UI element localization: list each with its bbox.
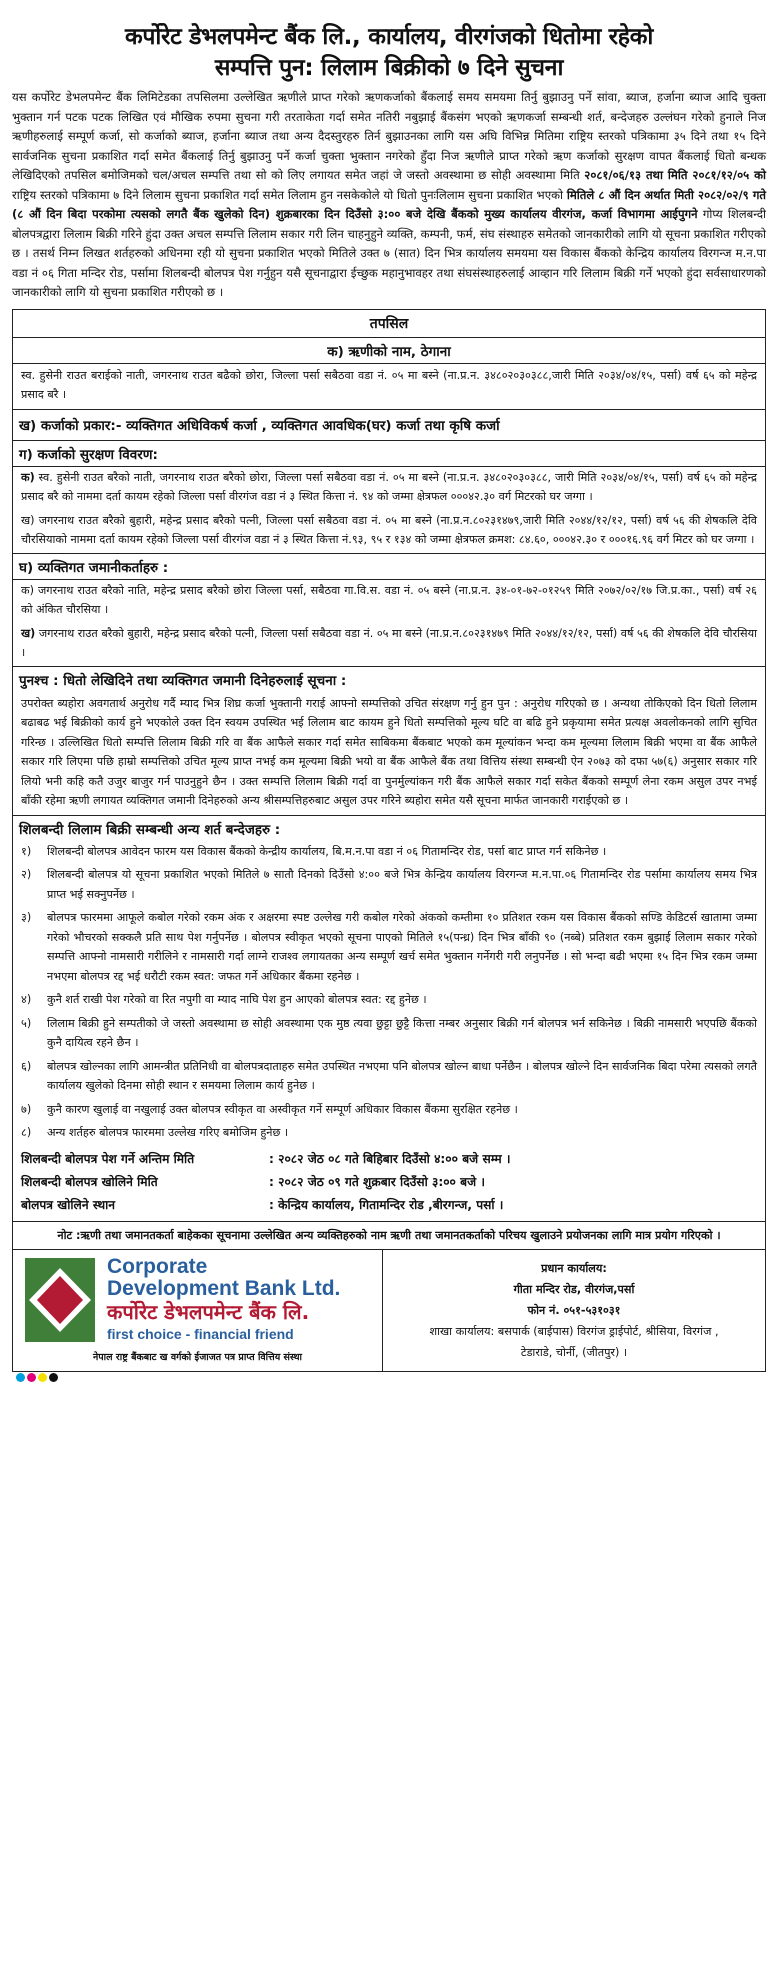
notice-title xyxy=(12,22,766,84)
deadline-row-opening-date xyxy=(21,1171,757,1194)
yellow-dot-icon xyxy=(38,1373,47,1382)
condition-text: कुनै कारण खुलाई वा नखुलाई उक्त बोलपत्र स्वीकृत वा अस्वीकृत गर्ने सम्पूर्ण अधिकार विकास बैंकमा सुरक्षित रहनेछ । xyxy=(47,1102,518,1116)
details-frame xyxy=(12,309,766,1372)
section-loan-type xyxy=(13,410,765,441)
section-guarantor-notice xyxy=(13,667,765,816)
condition-item xyxy=(21,1122,757,1146)
section-borrower xyxy=(13,338,765,410)
branch-offices-2: टेडाराडे, चोर्नी, (जीतपुर) । xyxy=(520,1345,628,1359)
deadline-value: : २०८२ जेठ ०९ गते शुक्रबार दिउँसो ३:०० बजे । xyxy=(269,1174,485,1189)
section-conditions xyxy=(13,816,765,1222)
collateral-item-2: ख) जगरनाथ राउत बरैको बुहारी, महेन्द्र प्रसाद बरैको पत्नी, जिल्ला पर्सा सबैठवा वडा नं. ०५ मा बस्ने (ना.प्र.न.८०२३१४७९,जारी मिति २०४४/१२/१२, पर्सा) वर्ष ५६ की शेषकलि देवि चौरसियाको नाममा दर्ता कायम रहेको जिल्ला पर्सा वीरगंज वडा नं ३ स्थित कित्ता नं.९३, ९५ र १३४ को जम्मा क्षेत्रफल क्रमश: ८४.६०, ०००४२.३० र ०००१६.९६ वर्ग मिटर को घर जग्गा । xyxy=(21,513,757,546)
deadline-label: शिलबन्दी बोलपत्र पेश गर्ने अन्तिम मिति xyxy=(21,1151,195,1166)
head-office-address: गीता मन्दिर रोड, वीरगंज,पर्सा xyxy=(513,1282,635,1296)
collateral-heading: ग) कर्जाको सुरक्षण विवरण: xyxy=(13,441,765,467)
borrower-heading: क) ऋणीको नाम, ठेगाना xyxy=(13,338,765,364)
bank-logo-text xyxy=(107,1256,340,1343)
section-note xyxy=(13,1222,765,1250)
condition-text: शिलबन्दी बोलपत्र आवेदन फारम यस विकास बैंकको केन्द्रीय कार्यालय, बि.म.न.पा वडा नं ०६ गितामन्दिर रोड, पर्सा बाट प्राप्त गर्न सकिनेछ । xyxy=(47,844,607,858)
branch-offices-1: शाखा कार्यालय: बसपार्क (बाईपास) विरगंज ड्राईपोर्ट, श्रीसिया, विरगंज , xyxy=(429,1324,719,1338)
condition-number: ७) xyxy=(21,1102,32,1116)
condition-item xyxy=(21,1056,757,1099)
condition-text: अन्य शर्तहरु बोलपत्र फारममा उल्लेख गरिए बमोजिम हुनेछ । xyxy=(47,1126,289,1139)
bank-name-en-1: Corporate xyxy=(107,1255,208,1278)
condition-number: २) xyxy=(21,868,32,881)
condition-item xyxy=(21,1099,757,1123)
loan-type-heading: ख) कर्जाको प्रकार:- व्यक्तिगत अधिविकर्ष कर्जा , व्यक्तिगत आवधिक(घर) कर्जा तथा कृषि कर्जा xyxy=(19,417,500,434)
cyan-dot-icon xyxy=(16,1373,25,1382)
notice-page xyxy=(12,0,766,1372)
condition-text: बोलपत्र खोल्नका लागि आमन्त्रीत प्रतिनिधी वा बोलपत्रदाताहरु समेत उपस्थित नभएमा पनि बोलपत्र खोल्न बाधा पर्नेछैन । बोलपत्र खोल्ने दिन सार्वजनिक बिदा परेमा त्यसको लगतै कार्यालय खुलेको दिनमा सोही स्थान र समयमा लिलाम कार्य हुनेछ । xyxy=(47,1059,757,1092)
condition-text: लिलाम बिक्री हुने सम्पतीको जे जस्तो अवस्थामा छ सोही अवस्थामा एक मुष्ठ त्यवा छुट्टा छुट्टै कित्ता नम्बर अनुसार बिक्री गर्न बोलपत्र भर्न सकिनेछ । बिक्री नामसारी भएपछि बैंकको कुनै दायित्व रहने छैन । xyxy=(47,1016,757,1049)
borrower-text: स्व. हुसेनी राउत बराईको नाती, जगरनाथ राउत बढैको छोरा, जिल्ला पर्सा सबैठवा वडा नं. ०५ मा बस्ने (ना.प्र.न. ३४८०२०३०३८८,जारी मिति २०३४/०४/१५, पर्सा) वर्ष ६५ को महेन्द्र प्रसाद बरै । xyxy=(21,368,757,401)
guarantor-item-2 xyxy=(13,623,765,666)
deadline-value: : २०८२ जेठ ०८ गते बिहिबार दिउँसो ४:०० बजे सम्म । xyxy=(269,1151,511,1166)
condition-item xyxy=(21,841,757,865)
deadline-list xyxy=(13,1146,765,1221)
condition-text: बोलपत्र फारममा आफूले कबोल गरेको रकम अंक र अक्षरमा स्पष्ट उल्लेख गरी कबोल गरेको अंकको कम्तीमा १० प्रतिशत रकम यस विकास बैंकको सण्डि केडिटर्स खातामा जम्मा गरेको भौचरको सक्कलै प्रति साथ पेश गर्नुपर्नेछ । बोलपत्र स्वीकृत भएको सूचना पाएको मितिले १५(पन्ध्र) दिन भित्र बाँकी ९० (नब्बे) प्रतिशत रकम बुझाई लिलाम सकार गरेको सम्पत्ति आफ्नो नामसारी गरीलिने र नामसारी गर्दा लाग्ने राजश्व लगायतका अन्य सम्पूर्ण खर्च समेत भुक्तान गर्नेगरी गरी लनुपर्नेछ । सो भन्दा बढी भएमा १५ दिन भित्र रकम जम्मा नभएमा बोलपत्र रद्द भई धरौटी रकम स्वत: जफत गर्ने अधिकार बैंकमा रहनेछ । xyxy=(47,911,757,983)
intro-part-1: यस कर्पोरेट डेभलपमेन्ट बैंक लिमिटेडका तपसिलमा उल्लेखित ऋणीले प्राप्त गरेको ऋणकर्जाको बैंकलाई समय समयमा तिर्नु बुझाउनु पर्ने सांवा, ब्याज, हर्जाना ब्याज आदि चुक्ता भुक्तान गर्न पटक पटक लिखित एवं मौखिक रुपमा सुचना गरी तरताकेता गर्दा समेत नतिरी नबुझाई बैंकसंग भएको ऋणकर्जा सम्बन्धी शर्त, बन्देजहरु उल्लंघन गरेको हुनाले निज ऋणीहरुलाई सम्पूर्ण कर्जा, सो कर्जाको ब्याज, हर्जाना ब्याज तथा अन्य दैदस्तुरहरु तिर्न बुझाउनका लागि यस अघि विभिन्न मितिमा राष्ट्रिय स्तरको पत्रिकामा ३५ दिने तथा १५ दिने सार्वजनिक सुचना प्रकाशित गर्दा समेत बैंकलाई तिर्नु बुझाउनु पर्ने कर्जा चुक्ता भुक्तान नगरेको हुँदा निज ऋणीले प्राप्त गरेको ऋण कर्जाको सुरक्षण वापत बैंकलाई धितो बन्धक लेखिदिएको तपसिल बमोजिमको चल/अचल सम्पत्ति तथा सो को लिए लगायत समेत जहां जे जस्तो अवस्थामा छ सोही अवस्थामा मिति xyxy=(12,90,766,182)
condition-text: कुनै शर्त राखी पेश गरेको वा रित नपुगी वा म्याद नाघि पेश हुन आएको बोलपत्र स्वत: रद्द हुनेछ । xyxy=(47,993,427,1006)
collateral-item-1 xyxy=(13,467,765,510)
guarantor-item-2-marker: ख) xyxy=(21,626,36,640)
condition-item xyxy=(21,907,757,989)
condition-item xyxy=(21,989,757,1013)
condition-number: ८) xyxy=(21,1126,32,1139)
condition-number: ३) xyxy=(21,911,32,924)
magenta-dot-icon xyxy=(27,1373,36,1382)
intro-part-3: गोप्य शिलबन्दी बोलपत्रद्वारा लिलाम बिक्री गरिने हुंदा उक्त अचल सम्पत्ति लिलाम सकार गरी लिन चाहनुहुने व्यक्ति, कम्पनी, फर्म, संघ संस्थाहरु समेतको जानकारीको लागि यो सूचना प्रकाशित गरीएको छ । तसर्थ निम्न लिखत शर्तहरुको अधिनमा रही यो सुचना प्रकाशित भएको मितिले उक्त ७ (सात) दिन भित्र कार्यालय समयमा यस विकास बैंकको केन्द्रिय कार्यालय विरगन्ज म.न.पा वडा नं ०६ गिता मन्दिर रोड, पर्सामा शिलबन्दी बोलपत्र पेश गर्नुहुन यसै सूचनाद्वारा ईच्छुक महानुभावहर तथा संघसंस्थाहरुलाई आव्हान गरि लिलाम बिक्री गर्ने भएको हुंदा सर्वसाधारणको जानकारीको लागि यो सुचना प्रकाशित गरीएको छ । xyxy=(12,207,766,299)
bank-name-np: कर्पोरेट डेभलपमेन्ट बैंक लि. xyxy=(107,1300,310,1324)
conditions-list xyxy=(13,841,765,1146)
guarantor-notice-text: उपरोक्त ब्यहोरा अवगतार्थ अनुरोध गर्दै म्याद भित्र शिघ्र कर्जा भुक्तानी गराई आफ्नो सम्पत्तिको उचित संरक्षण गर्नु हुन पुन : अनुरोध गरिएको छ । अन्यथा तोकिएको दिन धितो लिलाम बढाबढ भई बिक्रीको कार्य हुने भएकोले उक्त दिन स्वयम उपस्थित भई लिलाम बाट कायम हुने धितो सम्पत्तिको मूल्य घटि वा बढि हुने प्रकृयामा समेत प्रत्यक्ष अवलोकनको लागि सुचित गरिन्छ । उल्लिखित धितो सम्पत्ति लिलाम बिक्री गरि वा बैंक आफैले सकार गर्दा समेत साबिकमा बैंकबाट भएको कम मूल्यांकन भन्दा कम मूल्यमा लिलाम बिक्री भएमा वा बैंक आफैले सकार गरि लिएमा पछि हाम्रो सम्पत्तिको उचित मूल्य प्राप्त नभई कम मूल्यमा बिक्री भयो वा बैंक आफैले बैंक तथा वित्तिय संस्था सम्बन्धी ऐन २०७३ को दफा ५७(६) अनुसार सकार गरि लियो भनी कहि कतै उजुर बाजुर गर्न पाउनुहुने छैन । उक्त सम्पत्ति लिलाम बिक्री गर्दा वा पुनर्मुल्यांकन गरी बैंक आफैले सकार गर्दा सकेत बैंकको सम्पूर्ण लेना रकम असुल उपर नभई बाँकी रहेमा ऋणी लगायत व्यक्तिगत जमानी दिनेहरुको अन्य श्रीसम्पत्तिहरुबाट असुल उपर गरिने ब्यहोरा समेत यसै सूचना मार्फत जानकारी गराईएको छ । xyxy=(21,696,758,807)
deadline-row-opening-place xyxy=(21,1194,757,1217)
head-office-phone: फोन नं. ०५१-५३१०३१ xyxy=(527,1303,621,1317)
footer xyxy=(13,1250,765,1371)
bank-tagline: first choice - financial friend xyxy=(107,1326,294,1342)
deadline-row-submission xyxy=(21,1148,757,1171)
collateral-item-1-text: स्व. हुसेनी राउत बरैको नाती, जगरनाथ राउत बरैको छोरा, जिल्ला पर्सा सबैठवा वडा नं. ०५ मा बस्ने (ना.प्र.न. ३४८०२०३०३८८, जारी मिति २०३४/०४/१५, पर्सा) वर्ष ६५ को महेन्द्र प्रसाद बरै को नाममा दर्ता कायम रहेको जिल्ला पर्सा वीरगंज वडा नं ३ स्थित कित्ता नं. ९४ को जम्मा क्षेत्रफल ०००४२.३० वर्ग मिटरको घर जग्गा । xyxy=(21,470,757,503)
guarantor-item-1: क) जगरनाथ राउत बरैको नाति, महेन्द्र प्रसाद बरैको छोरा जिल्ला पर्सा, सबैठवा गा.वि.स. वडा नं. ०५ बस्ने (ना.प्र.न. ३४-०१-७२-०१२५९ मिति २०७२/०२/१७ जि.प्र.का., पर्सा) वर्ष २६ को अंकित चौरसिया । xyxy=(21,583,757,616)
tapsil-heading: तपसिल xyxy=(13,310,765,338)
title-line-1: कर्पोरेट डेभलपमेन्ट बैंक लि., कार्यालय, वीरगंजको धितोमा रहेको xyxy=(124,24,654,50)
conditions-heading: शिलबन्दी लिलाम बिक्री सम्बन्धी अन्य शर्त बन्देजहरु : xyxy=(19,821,281,838)
deadline-label: बोलपत्र खोलिने स्थान xyxy=(21,1197,116,1212)
condition-number: १) xyxy=(21,844,32,858)
intro-part-2: राष्ट्रिय स्तरको पत्रिकामा ७ दिने लिलाम सुचना प्रकाशित गर्दा समेत लिलाम हुन नसकेकोले यो धितो पुनःलिलाम सुचना प्रकाशित भएको xyxy=(12,187,567,202)
bank-logo xyxy=(21,1256,374,1344)
condition-number: ६) xyxy=(21,1059,32,1073)
section-collateral xyxy=(13,441,765,554)
print-registration-marks xyxy=(16,1373,58,1382)
guarantors-heading: घ) व्यक्तिगत जमानीकर्ताहरु : xyxy=(13,554,765,580)
guarantor-item-2-text: जगरनाथ राउत बरैको बुहारी, महेन्द्र प्रसाद बरैको पत्नी, जिल्ला पर्सा सबैठवा वडा नं. ०५ मा बस्ने (ना.प्र.न.८०२३१४७९ मिति २०४४/१२/१२, पर्सा) वर्ष ५६ की शेषकलि देवि चौरसिया । xyxy=(21,626,757,659)
bank-name-en-2: Development Bank Ltd. xyxy=(107,1277,341,1300)
black-dot-icon xyxy=(49,1373,58,1382)
collateral-item-1-marker: क) xyxy=(21,470,35,484)
note-text: नोट :ऋणी तथा जमानतकर्ता बाहेकका सूचनामा उल्लेखित अन्य व्यक्तिहरुको नाम ऋणी तथा जमानतकर्ताको परिचय खुलाउने प्रयोजनका लागि मात्र प्रयोग गरिएको । xyxy=(57,1228,721,1242)
condition-item xyxy=(21,864,757,907)
deadline-value: : केन्द्रिय कार्यालय, गितामन्दिर रोड ,बीरगन्ज, पर्सा । xyxy=(269,1197,504,1212)
intro-dates: २०८१/०६/१३ तथा मिति २०८१/१२/०५ को xyxy=(584,168,766,182)
guarantor-notice-heading: पुनश्च : धितो लेखिदिने तथा व्यक्तिगत जमानी दिनेहरुलाई सूचना : xyxy=(19,672,347,689)
condition-number: ५) xyxy=(21,1016,32,1030)
title-line-2: सम्पत्ति पुन: लिलाम बिक्रीको ७ दिने सुचना xyxy=(214,55,564,81)
condition-item xyxy=(21,1013,757,1056)
regulator-line: नेपाल राष्ट्र बैंकबाट ख वर्गको ईजाजत पत्र प्राप्त वित्तिय संस्था xyxy=(92,1351,302,1363)
bank-contact-block xyxy=(383,1250,765,1371)
condition-text: शिलबन्दी बोलपत्र यो सूचना प्रकाशित भएको मितिले ७ सातौ दिनको दिउँसो ४:०० बजे भित्र केन्द्रिय कार्यालय विरगन्ज म.न.पा.०६ गितामन्दिर रोड पर्सामा कार्यालय समय भित्र प्राप्त भई सक्नुपर्नेछ । xyxy=(47,868,757,901)
condition-number: ४) xyxy=(21,993,32,1006)
head-office-label: प्रधान कार्यालय: xyxy=(541,1261,607,1275)
intro-paragraph xyxy=(12,88,766,303)
bank-emblem-icon xyxy=(21,1256,99,1344)
section-guarantors xyxy=(13,554,765,667)
deadline-label: शिलबन्दी बोलपत्र खोलिने मिति xyxy=(21,1174,158,1189)
intro-deadline: मितिले ८ औं दिन अर्थात मिती २०८२/०२/९ गते (८ औं दिन बिदा परकोमा त्यसको लगतै बैंक खुलेको दिन) शुक्रबारका दिन दिउँसो ३:०० बजे देखि बैंकको मुख्य कार्यालय वीरगंज, कर्जा विभागमा आईपुगने xyxy=(12,187,766,221)
bank-logo-block xyxy=(13,1250,383,1371)
